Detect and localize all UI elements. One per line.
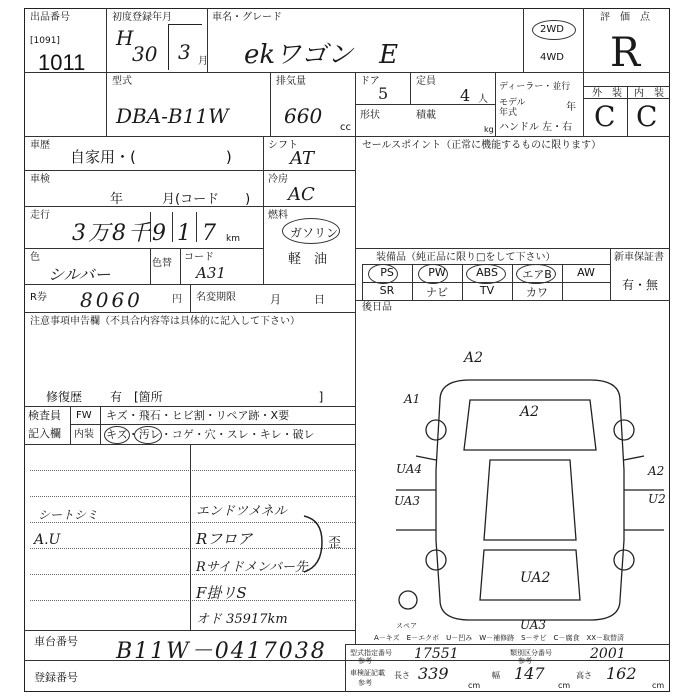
airbag-circle <box>516 264 556 284</box>
fuel-light-oil: 軽 油 <box>288 252 328 267</box>
fuel-gas-circle <box>282 218 340 244</box>
damage-mark: UA3 <box>520 618 547 632</box>
door-label: ドア <box>360 76 380 87</box>
dealer-label: ディーラー・並行 <box>499 82 571 92</box>
usage-label: 車歴 <box>30 140 50 151</box>
type-no-value: 17551 <box>414 646 459 662</box>
lot-number: 1011 <box>38 50 86 75</box>
handle-label: ハンドル 左・右 <box>499 122 573 133</box>
inspector-label-1: 検査員 <box>28 409 61 422</box>
divider <box>355 248 670 249</box>
divider <box>196 212 197 242</box>
divider <box>150 248 151 284</box>
type-no-label: 型式指定番号 <box>350 649 392 657</box>
coupon-label: R券 <box>30 292 47 303</box>
color-code-label: コード <box>184 252 214 263</box>
first-reg-year: 30 <box>132 42 158 66</box>
usage-value: 自家用・( ) <box>70 148 232 166</box>
divider <box>24 248 263 249</box>
warranty-label: 新車保証書 <box>614 252 664 263</box>
damage-mark: UA3 <box>394 494 421 508</box>
load-label: 積載 <box>416 110 436 121</box>
divider <box>345 644 670 645</box>
equip-ps: PS <box>380 266 394 279</box>
note-right-1: エンドツメネル <box>196 504 287 519</box>
divider <box>24 406 355 407</box>
tax-value: 月 日 <box>270 293 325 306</box>
note-left-1: シートシミ <box>38 508 99 522</box>
equip-pw: PW <box>428 266 446 279</box>
shift-label: シフト <box>268 140 298 151</box>
abs-circle <box>466 264 506 284</box>
fw-items: キズ・飛石・ヒビ割・リペア跡・X要 <box>106 409 290 422</box>
equip-abs: ABS <box>476 266 498 279</box>
first-reg-month-unit: 月 <box>198 56 208 67</box>
fw-label: FW <box>76 410 92 421</box>
load-unit: kg <box>484 125 494 134</box>
model-value: DBA-B11W <box>116 104 229 128</box>
class-no-value: 2001 <box>590 646 626 662</box>
note-right-2: Rフロア <box>196 530 253 548</box>
car-name: ekワゴン E <box>244 40 399 70</box>
equip-sr: SR <box>379 284 395 297</box>
divider <box>150 212 151 242</box>
divider <box>172 212 173 242</box>
mileage-unit: km <box>226 234 240 244</box>
color-label: 色 <box>30 252 40 263</box>
drive-4wd: 4WD <box>540 52 564 63</box>
note-right-5: オド 35917km <box>196 612 288 627</box>
interior-value: C <box>636 100 658 133</box>
divider <box>70 424 355 425</box>
ps-circle <box>368 264 398 284</box>
lot-label: 出品番号 <box>30 12 70 23</box>
first-reg-era: H <box>116 26 134 50</box>
coupon-unit: 円 <box>172 294 182 305</box>
lot-code: [1091] <box>30 36 60 46</box>
divider <box>270 72 271 136</box>
first-reg-month: 3 <box>178 40 191 64</box>
color-code-value: A31 <box>196 264 226 282</box>
divider <box>355 406 356 644</box>
door-value: 5 <box>378 84 389 103</box>
equip-leather: カワ <box>526 286 548 299</box>
repair-value: 有 [箇所 ] <box>110 390 324 404</box>
note-line <box>30 496 355 497</box>
warranty-value: 有・無 <box>622 278 659 292</box>
equip-aw: AW <box>577 266 595 279</box>
divider <box>70 406 71 444</box>
divider <box>190 444 191 630</box>
note-bracket <box>300 514 330 574</box>
note-right-3: Rサイドメンバー先 <box>196 560 308 575</box>
divider <box>523 8 524 72</box>
capacity-value: 4 <box>460 86 471 105</box>
divider <box>583 86 670 87</box>
first-reg-label: 初度登録年月 <box>112 12 172 23</box>
damage-mark: A1 <box>404 392 421 406</box>
length-value: 339 <box>418 664 449 683</box>
damage-mark: UA2 <box>520 570 551 586</box>
divider <box>410 72 411 104</box>
aircon-value: AC <box>288 184 315 205</box>
divider <box>355 104 495 105</box>
equip-tv: TV <box>479 284 495 297</box>
damage-mark: U2 <box>648 492 666 506</box>
note-left-2: A.U <box>34 532 61 548</box>
color-change-label: 色替 <box>152 258 172 269</box>
disp-label: 排気量 <box>276 76 306 87</box>
height-label: 高さ <box>576 671 592 680</box>
model-year-unit: 年 <box>566 102 576 113</box>
fuel-gas: ガソリン <box>290 226 339 240</box>
int-label: 内装 <box>74 429 94 440</box>
exterior-value: C <box>594 100 616 133</box>
size-ref: 参考 <box>358 679 372 687</box>
inspection-label: 車検 <box>30 174 50 185</box>
name-label: 車名・グレード <box>212 12 282 23</box>
chassis-label: 車台番号 <box>34 635 78 648</box>
shift-value: AT <box>290 148 315 169</box>
shape-label: 形状 <box>360 110 380 121</box>
repair-label: 修復歴 <box>46 390 83 404</box>
width-value: 147 <box>514 664 545 683</box>
size-label: 車検証記載 <box>350 669 385 677</box>
divider <box>345 644 346 692</box>
height-unit: cm <box>652 681 665 690</box>
note-line <box>30 600 355 601</box>
divider <box>24 136 670 137</box>
divider <box>24 630 355 631</box>
mileage-value: 3万8千9 1 7 <box>72 221 218 246</box>
selling-title: セールスポイント（正常に機能するものに限ります） <box>362 140 602 151</box>
equip-navi: ナビ <box>426 286 448 299</box>
mileage-label: 走行 <box>30 210 50 221</box>
inspector-label-2: 記入欄 <box>28 427 61 440</box>
note-bracket-text: 歪 <box>328 536 342 551</box>
damage-legend: A－キズ E－エクボ U－凹み W－補修跡 S－サビ C－腐食 XX－取替済 <box>374 634 625 642</box>
interior-label: 内 装 <box>634 88 664 99</box>
int-yogore-circle <box>134 426 162 444</box>
divider <box>100 406 101 444</box>
damage-mark: UA4 <box>396 462 423 476</box>
notes-label: 注意事項申告欄（不具合内容等は具体的に記入して下さい） <box>30 316 300 327</box>
inspection-value: 年 月(コード ) <box>110 192 251 207</box>
model-year-label: モデル年式 <box>499 98 526 118</box>
width-label: 幅 <box>492 671 500 680</box>
divider <box>355 136 356 406</box>
divider <box>263 136 264 284</box>
height-value: 162 <box>606 664 637 683</box>
divider <box>495 72 496 136</box>
divider <box>610 248 611 300</box>
capacity-label: 定員 <box>416 76 436 87</box>
divider <box>190 284 191 312</box>
car-diagram <box>380 360 680 640</box>
length-unit: cm <box>468 681 481 690</box>
drive-2wd: 2WD <box>540 24 564 35</box>
equipment-title: 装備品（純正品に限り□をして下さい） <box>376 252 556 263</box>
rating-label: 評 価 点 <box>600 12 650 23</box>
reg-label: 登録番号 <box>34 671 78 684</box>
int-kizu-circle <box>104 426 130 444</box>
color-value: シルバー <box>48 265 111 284</box>
chassis-value: B11W－0417038 <box>116 639 327 664</box>
diagram-spare-label: スペア <box>396 622 417 630</box>
divider <box>627 86 628 136</box>
divider <box>355 300 670 301</box>
exterior-label: 外 装 <box>592 88 622 99</box>
disp-unit: cc <box>340 122 351 133</box>
class-no-label: 類別区分番号 <box>510 649 552 657</box>
divider <box>180 248 181 284</box>
reg-box <box>168 24 202 70</box>
fuel-label: 燃料 <box>268 210 288 221</box>
note-right-4: F掛リS <box>196 584 247 602</box>
divider <box>24 72 670 73</box>
damage-mark: A2 <box>520 404 540 420</box>
coupon-value: 8060 <box>80 288 143 312</box>
divider <box>24 312 355 313</box>
class-no-ref: 参考 <box>518 657 532 665</box>
afterparts-label: 後日品 <box>362 302 392 313</box>
note-line <box>30 470 355 471</box>
int-items: キズ・汚レ・コゲ・穴・スレ・キレ・破レ <box>106 428 315 441</box>
equip-airbag: エアB <box>522 268 552 281</box>
capacity-unit: 人 <box>478 94 488 105</box>
divider <box>24 170 355 171</box>
aircon-label: 冷房 <box>268 174 288 185</box>
pw-circle <box>418 264 448 284</box>
width-unit: cm <box>558 681 571 690</box>
tax-label: 名変期限 <box>196 292 236 303</box>
damage-mark: A2 <box>648 464 665 478</box>
type-no-ref: 参考 <box>358 657 372 665</box>
model-label: 型式 <box>112 76 132 87</box>
disp-value: 660 <box>284 104 323 128</box>
length-label: 長さ <box>394 671 410 680</box>
damage-mark: A2 <box>464 350 484 366</box>
rating-value: R <box>610 30 641 76</box>
